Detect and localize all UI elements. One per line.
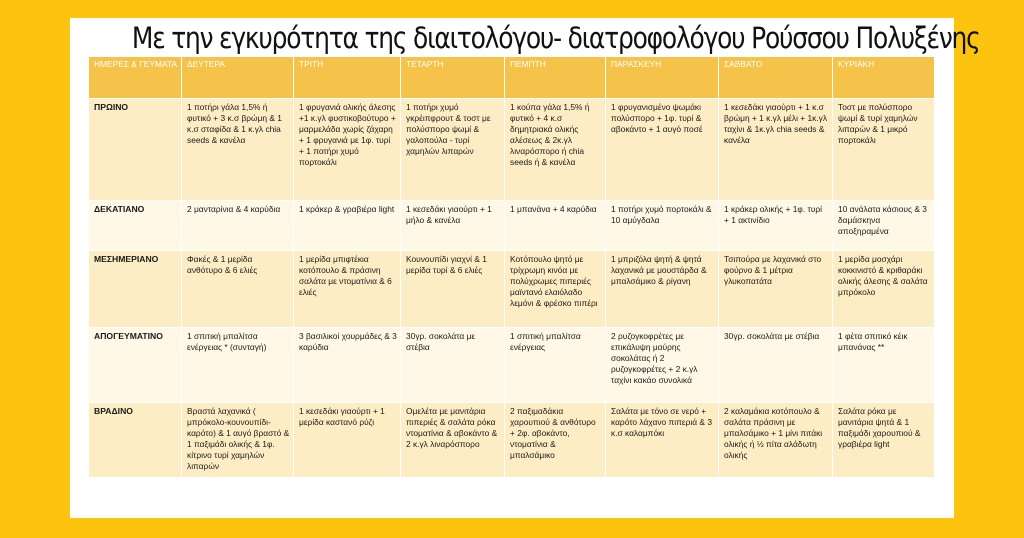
header-day: ΤΕΤΑΡΤΗ [401, 57, 505, 99]
meal-cell: Φακές & 1 μερίδα ανθότυρο & 6 ελιές [182, 251, 294, 328]
table-row [89, 251, 935, 328]
meal-cell: 1 μερίδα μοσχάρι κοκκινιστό & κριθαράκι ολικής άλεσης & σαλάτα μπρόκολο [833, 251, 935, 328]
meal-label: ΑΠΟΓΕΥΜΑΤΙΝΟ [89, 328, 182, 403]
meal-cell: Ομελέτα με μανιτάρια πιπεριές & σαλάτα ρόκα ντοματίνια & αβοκάντο & 2 κ.γλ λιναρόσπορο [401, 403, 505, 478]
meal-cell: 2 μανταρίνια & 4 καρύδια [182, 201, 294, 251]
meal-cell: Τοστ με πολύσπορο ψωμί & τυρί χαμηλών λιπαρών & 1 μικρό πορτοκάλι [833, 99, 935, 201]
meal-cell: 1 κούπα γάλα 1,5% ή φυτικό + 4 κ.σ δημητριακά ολικής αλέσεως & 2κ.γλ λιναρόσπορο ή chia seeds ή & κανέλα [505, 99, 606, 201]
meal-cell: 30γρ. σοκολάτα με στέβια [401, 328, 505, 403]
meal-cell: 1 μερίδα μπιφτέκια κοτόπουλο & πράσινη σαλάτα με ντοματίνια & 6 ελιές [294, 251, 401, 328]
header-corner: ΗΜΕΡΕΣ & ΓΕΥΜΑΤΑ [89, 57, 182, 99]
table-row [89, 201, 935, 251]
meal-label: ΒΡΑΔΙΝΟ [89, 403, 182, 478]
table-row [89, 403, 935, 478]
meal-cell: 1 φρυγανισμένο ψωμάκι πολύσπορο + 1φ. τυρί & αβοκάντο + 1 αυγό ποσέ [606, 99, 719, 201]
meal-cell: 1 μπριζόλα ψητή & ψητά λαχανικά με μουστάρδα & μπαλσάμικο & ρίγανη [606, 251, 719, 328]
meal-cell: 1 κράκερ & γραβιέρα light [294, 201, 401, 251]
meal-cell: 30γρ. σοκολάτα με στέβια [719, 328, 833, 403]
meal-label: ΜΕΣΗΜΕΡΙΑΝΟ [89, 251, 182, 328]
meal-label: ΠΡΩΙΝΟ [89, 99, 182, 201]
meal-cell: 1 ποτήρι χυμό γκρέιπφρουτ & τοστ με πολύσπορο ψωμί & γαλοπούλα - τυρί χαμηλών λιπαρών [401, 99, 505, 201]
meal-cell: Τσιπούρα με λαχανικά στο φούρνο & 1 μέτρια γλυκοπατάτα [719, 251, 833, 328]
meal-cell: 1 ποτήρι χυμό πορτοκάλι & 10 αμύγδαλα [606, 201, 719, 251]
meal-cell: 1 σπιτική μπαλίτσα ενέργειας [505, 328, 606, 403]
meal-cell: 3 βασιλικοί χουρμάδες & 3 καρύδια [294, 328, 401, 403]
header-day: ΔΕΥΤΕΡΑ [182, 57, 294, 99]
meal-cell: 1 σπιτική μπαλίτσα ενέργειας * (συνταγή) [182, 328, 294, 403]
meal-label: ΔΕΚΑΤΙΑΝΟ [89, 201, 182, 251]
header-day: ΠΑΡΑΣΚΕΥΗ [606, 57, 719, 99]
header-day: ΚΥΡΙΑΚΗ [833, 57, 935, 99]
meal-cell: Κοτόπουλο ψητό με τρίχρωμη κινόα με πολύχρωμες πιπεριές μαϊντανό ελαιόλαδο λεμόνι & φρέσκο πιπέρι [505, 251, 606, 328]
meal-cell: Σαλάτα ρόκα με μανιτάρια ψητά & 1 παξιμάδι χαρουπιού & γραβιέρα light [833, 403, 935, 478]
meal-cell: 1 μπανάνα + 4 καρύδια [505, 201, 606, 251]
header-day: ΠΕΜΠΤΗ [505, 57, 606, 99]
header-day: ΣΑΒΒΑΤΟ [719, 57, 833, 99]
table-row [89, 328, 935, 403]
table-row [89, 99, 935, 201]
meal-cell: 2 καλαμάκια κοτόπουλο & σαλάτα πράσινη με μπαλσάμικο + 1 μίνι πιτάκι ολικής ή ½ πίτα αλάδωτη ολικής [719, 403, 833, 478]
meal-cell: Κουνουπίδι γιαχνί & 1 μερίδα τυρί & 6 ελιές [401, 251, 505, 328]
meal-cell: 2 ρυζογκοφρέτες με επικάλυψη μαύρης σοκολάτας ή 2 ρυζογκοφρέτες + 2 κ.γλ ταχίνι κακάο συνολικά [606, 328, 719, 403]
page-title: Με την εγκυρότητα της διαιτολόγου- διατροφολόγου Ρούσσου Πολυξένης [131, 21, 980, 55]
meal-cell: Σαλάτα με τόνο σε νερό + καρότο λάχανο πιπεριά & 3 κ.σ καλαμπόκι [606, 403, 719, 478]
meal-cell: 1 κράκερ ολικής + 1φ. τυρί + 1 ακτινίδιο [719, 201, 833, 251]
header-day: ΤΡΙΤΗ [294, 57, 401, 99]
meal-cell: 10 ανάλατα κάσιους & 3 δαμάσκηνα αποξηραμένα [833, 201, 935, 251]
meal-cell: 1 φρυγανιά ολικής άλεσης +1 κ.γλ φυστικοβούτυρο + μαρμελάδα χωρίς ζάχαρη + 1 φρυγανιά με 1φ. τυρί + 1 ποτήρι χυμό πορτοκάλι [294, 99, 401, 201]
meal-plan-table [88, 56, 935, 478]
meal-cell: 2 παξιμαδάκια χαρουπιού & ανθότυρο + 2φ. αβοκάντο, ντοματίνια & μπαλσάμικο [505, 403, 606, 478]
meal-cell: 1 κεσεδάκι γιαούρτι + 1 μερίδα καστανό ρύζι [294, 403, 401, 478]
header-row [89, 57, 935, 99]
meal-cell: 1 κεσεδάκι γιαούρτι + 1 μήλο & κανέλα [401, 201, 505, 251]
meal-cell: 1 ποτήρι γάλα 1,5% ή φυτικό + 3 κ.σ βρώμη & 1 κ.σ σταφίδα & 1 κ.γλ chia seeds & κανέλα [182, 99, 294, 201]
meal-cell: 1 κεσεδάκι γιαούρτι + 1 κ.σ βρώμη + 1 κ.γλ μέλι + 1κ.γλ ταχίνι & 1κ.γλ chia seeds & κανέλα [719, 99, 833, 201]
meal-cell: 1 φέτα σπιτικό κέικ μπανάνας ** [833, 328, 935, 403]
meal-cell: Βραστά λαχανικά ( μπρόκολο-κουνουπίδι-καρότο) & 1 αυγό βραστό & 1 παξιμάδι ολικής & 1φ. κίτρινο τυρί χαμηλών λιπαρών [182, 403, 294, 478]
